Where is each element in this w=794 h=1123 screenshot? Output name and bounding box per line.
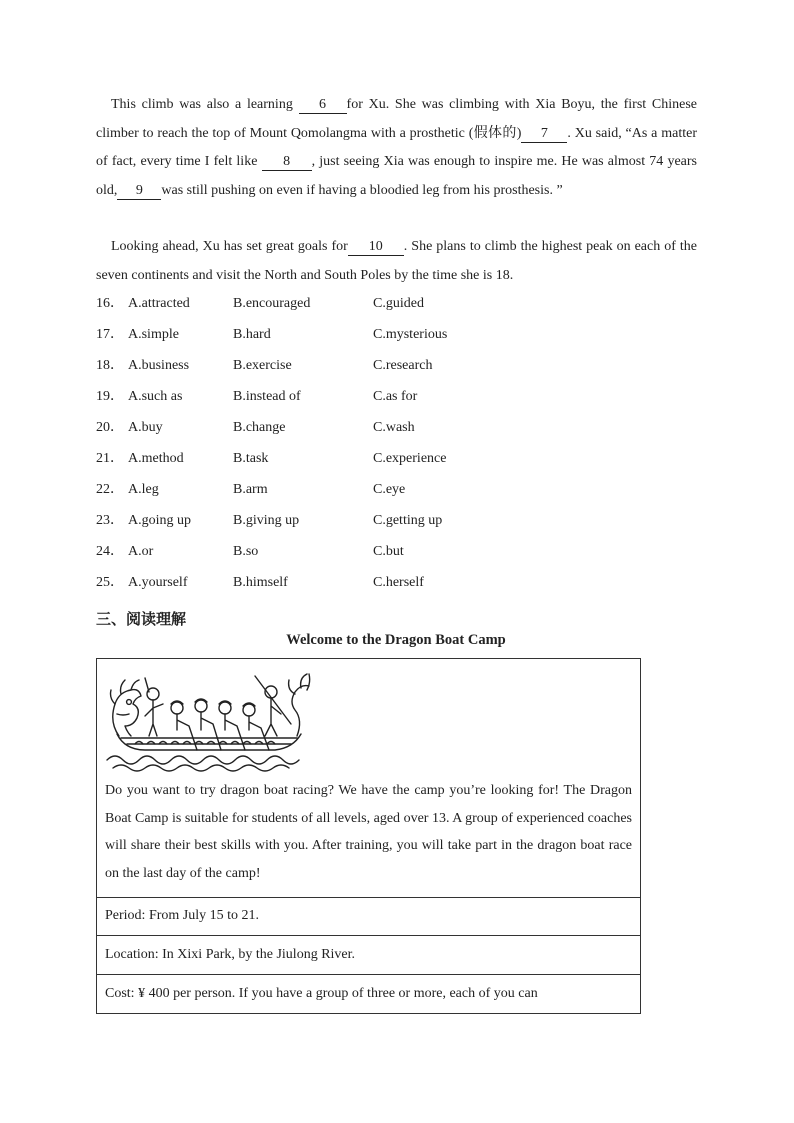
option-row (96, 445, 696, 476)
camp-intro-text: Do you want to try dragon boat racing? We have the camp you’re looking for! The Dragon Boat Camp is suitable for students of all levels, aged over 13. A group of experienced coaches will share their best skills with you. After training, you will take part in the dragon boat race on the last day of the camp! (105, 783, 632, 881)
question-number: 21． (96, 451, 124, 466)
passage-paragraph-1 (96, 91, 697, 205)
option-c[interactable]: C.getting up (373, 513, 443, 528)
option-c[interactable]: C.wash (373, 420, 415, 435)
option-row (96, 321, 696, 352)
option-row (96, 352, 696, 383)
blank-7: 7 (521, 127, 567, 143)
period-text: Period: From July 15 to 21. (105, 908, 260, 923)
cost-text: Cost: ¥ 400 per person. If you have a group of three or more, each of you can (105, 986, 538, 1001)
option-row (96, 507, 696, 538)
option-c[interactable]: C.guided (373, 296, 424, 311)
location-row (97, 935, 640, 975)
option-b[interactable]: B.hard (233, 327, 271, 342)
option-a[interactable]: A.leg (128, 482, 159, 497)
period-row (97, 897, 640, 936)
option-b[interactable]: B.giving up (233, 513, 300, 528)
question-number: 17． (96, 327, 124, 342)
option-row (96, 290, 696, 321)
question-number: 24． (96, 544, 124, 559)
blank-8: 8 (262, 155, 312, 171)
option-b[interactable]: B.arm (233, 482, 268, 497)
blank-9: 9 (117, 184, 161, 200)
option-a[interactable]: A.method (128, 451, 184, 466)
option-a[interactable]: A.going up (128, 513, 191, 528)
p1-text-5: was still pushing on even if having a bloodied leg from his prosthesis. ” (161, 182, 563, 198)
blank-10: 10 (348, 240, 404, 256)
option-a[interactable]: A.yourself (128, 575, 188, 590)
p1-text-2: for Xu. She was climbing with Xia Boyu, the first Chinese climber to reach the top of Mount Qomolangma with a prosthetic (假体的) (96, 97, 697, 141)
option-row (96, 414, 696, 445)
blank-6: 6 (299, 98, 347, 114)
passage-paragraph-2 (96, 233, 697, 290)
option-b[interactable]: B.himself (233, 575, 288, 590)
question-number: 19． (96, 389, 124, 404)
option-c[interactable]: C.mysterious (373, 327, 448, 342)
p1-text-4: , just seeing Xia was enough to inspire me. He was almost 74 years old, (96, 154, 697, 198)
question-number: 16． (96, 296, 124, 311)
option-a[interactable]: A.or (128, 544, 154, 559)
option-c[interactable]: C.eye (373, 482, 406, 497)
p2-text-2: . She plans to climb the highest peak on each of the seven continents and visit the North and South Poles by the time she is 18. (96, 239, 697, 283)
option-c[interactable]: C.as for (373, 389, 418, 404)
option-row (96, 538, 696, 569)
option-a[interactable]: A.business (128, 358, 190, 373)
option-a[interactable]: A.simple (128, 327, 179, 342)
option-a[interactable]: A.such as (128, 389, 183, 404)
cost-row (97, 974, 640, 1014)
question-number: 23． (96, 513, 124, 528)
p2-text-1: Looking ahead, Xu has set great goals for (111, 239, 348, 254)
option-b[interactable]: B.change (233, 420, 286, 435)
option-b[interactable]: B.instead of (233, 389, 301, 404)
dragon-boat-illustration (105, 664, 311, 774)
question-number: 20． (96, 420, 124, 435)
option-b[interactable]: B.exercise (233, 358, 292, 373)
camp-info-table (96, 658, 641, 1014)
option-b[interactable]: B.encouraged (233, 296, 311, 311)
section-heading: 三、阅读理解 (96, 610, 187, 628)
option-a[interactable]: A.buy (128, 420, 163, 435)
option-a[interactable]: A.attracted (128, 296, 190, 311)
answer-options (96, 290, 696, 600)
option-c[interactable]: C.but (373, 544, 404, 559)
option-row (96, 569, 696, 600)
option-b[interactable]: B.so (233, 544, 259, 559)
location-text: Location: In Xixi Park, by the Jiulong River. (105, 947, 356, 962)
question-number: 18． (96, 358, 124, 373)
option-row (96, 383, 696, 414)
option-c[interactable]: C.experience (373, 451, 447, 466)
option-c[interactable]: C.herself (373, 575, 424, 590)
option-b[interactable]: B.task (233, 451, 269, 466)
option-c[interactable]: C.research (373, 358, 433, 373)
question-number: 22． (96, 482, 124, 497)
p1-text-3: . Xu said, “As a matter of fact, every time I felt like (96, 125, 697, 169)
p1-text-1: This climb was also a learning (111, 97, 299, 112)
camp-title: Welcome to the Dragon Boat Camp (286, 632, 506, 648)
question-number: 25． (96, 575, 124, 590)
option-row (96, 476, 696, 507)
